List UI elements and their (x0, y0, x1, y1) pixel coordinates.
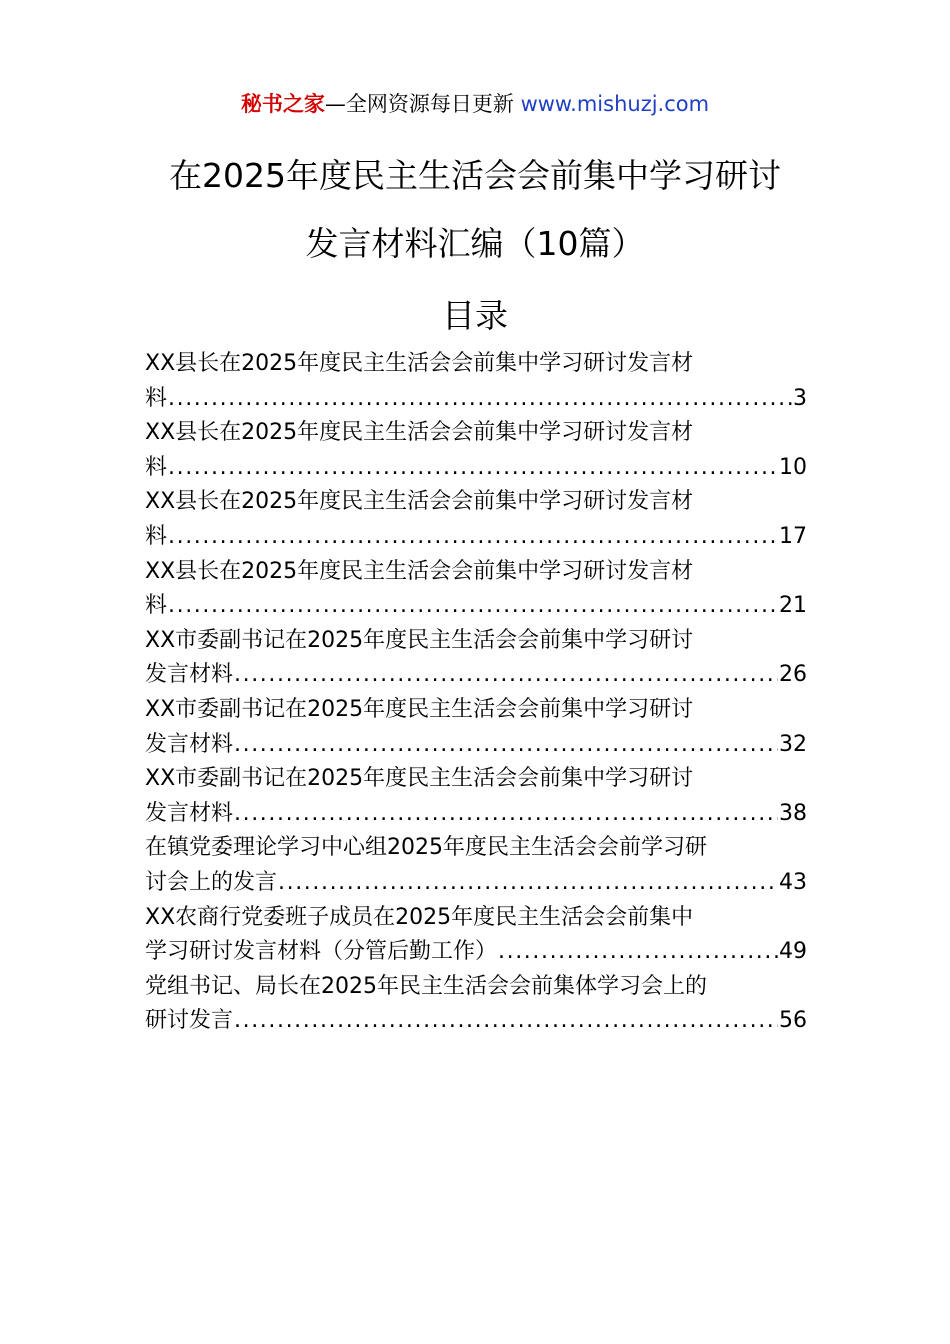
toc-entry-title-line-2: 料 (145, 593, 168, 619)
brand-name: 秘书之家 (240, 92, 325, 116)
toc-dot-leader (168, 382, 792, 417)
toc-dot-leader (168, 451, 778, 486)
toc-entry-title-line-1: XX市委副书记在2025年度民主生活会会前集中学习研讨 (145, 627, 694, 653)
toc-entry[interactable] (145, 416, 807, 485)
toc-entry-title-line-2: 料 (145, 385, 168, 411)
toc-entry-second-line (145, 520, 807, 555)
toc-entry-title-line-1: XX县长在2025年度民主生活会会前集中学习研讨发言材 (145, 489, 694, 515)
toc-entry-title-line-2: 料 (145, 454, 168, 480)
toc-entry[interactable] (145, 901, 807, 970)
toc-entry-title-line-1: 在镇党委理论学习中心组2025年度民主生活会会前学习研 (145, 835, 707, 861)
toc-entry[interactable] (145, 831, 807, 900)
toc-entry[interactable] (145, 693, 807, 762)
toc-entry[interactable] (145, 555, 807, 624)
toc-entry-title-line-1: XX市委副书记在2025年度民主生活会会前集中学习研讨 (145, 766, 694, 792)
toc-entry-title-line-1: XX县长在2025年度民主生活会会前集中学习研讨发言材 (145, 351, 694, 376)
toc-page-number: 26 (779, 662, 807, 688)
toc-entry[interactable] (145, 347, 807, 416)
toc-heading: 目录 (442, 296, 508, 335)
toc-page-number: 10 (779, 454, 807, 480)
toc-page-number: 21 (779, 593, 807, 619)
toc-entry-title-line-2: 研讨发言 (145, 1008, 234, 1034)
document-title-line-1: 在2025年度民主生活会会前集中学习研讨 (169, 156, 781, 195)
toc-dot-leader (278, 866, 778, 901)
site-header (0, 88, 950, 120)
toc-entry-title-line-1: XX县长在2025年度民主生活会会前集中学习研讨发言材 (145, 558, 694, 584)
toc-entry[interactable] (145, 485, 807, 554)
toc-entry-title-line-2: 讨会上的发言 (145, 869, 278, 895)
toc-entry-second-line (145, 658, 807, 693)
toc-entry-title-line-1: XX市委副书记在2025年度民主生活会会前集中学习研讨 (145, 696, 694, 722)
toc-entry[interactable] (145, 624, 807, 693)
toc-entry-title-line-2: 发言材料 (145, 662, 234, 688)
toc-entry-title-line-1: 党组书记、局长在2025年民主生活会会前集体学习会上的 (145, 973, 707, 999)
toc-entry-second-line (145, 589, 807, 624)
document-title-line-2: 发言材料汇编（10篇） (305, 224, 645, 263)
toc-dot-leader (234, 728, 778, 763)
toc-entry-title-line-2: 学习研讨发言材料（分管后勤工作） (145, 939, 498, 965)
site-url[interactable]: www.mishuzj.com (520, 92, 710, 116)
toc-entry-second-line (145, 451, 807, 486)
toc-entry-second-line (145, 935, 807, 970)
header-separator: — (324, 92, 346, 116)
toc-page-number: 43 (779, 869, 807, 895)
header-tagline: 全网资源每日更新 (345, 92, 521, 116)
toc-entry-title-line-2: 发言材料 (145, 800, 234, 826)
toc-dot-leader (234, 1004, 778, 1039)
toc-entry[interactable] (145, 762, 807, 831)
toc-dot-leader (168, 589, 778, 624)
toc-dot-leader (234, 658, 778, 693)
toc-entry-second-line (145, 382, 807, 417)
toc-entry-second-line (145, 728, 807, 763)
toc-entry-title-line-1: XX县长在2025年度民主生活会会前集中学习研讨发言材 (145, 420, 694, 446)
toc-entry-title-line-2: 发言材料 (145, 731, 234, 757)
toc-page-number: 17 (779, 523, 807, 549)
table-of-contents (145, 347, 807, 1039)
toc-page-number: 49 (779, 939, 807, 965)
toc-entry-title-line-1: XX农商行党委班子成员在2025年度民主生活会会前集中 (145, 904, 694, 930)
toc-page-number: 3 (793, 385, 807, 411)
toc-page-number: 38 (779, 800, 807, 826)
toc-page-number: 56 (779, 1008, 807, 1034)
toc-entry-second-line (145, 797, 807, 832)
toc-entry[interactable] (145, 970, 807, 1039)
toc-dot-leader (498, 935, 778, 970)
toc-entry-second-line (145, 1004, 807, 1039)
toc-page-number: 32 (779, 731, 807, 757)
toc-dot-leader (168, 520, 778, 555)
toc-entry-second-line (145, 866, 807, 901)
toc-dot-leader (234, 797, 778, 832)
toc-entry-title-line-2: 料 (145, 523, 168, 549)
